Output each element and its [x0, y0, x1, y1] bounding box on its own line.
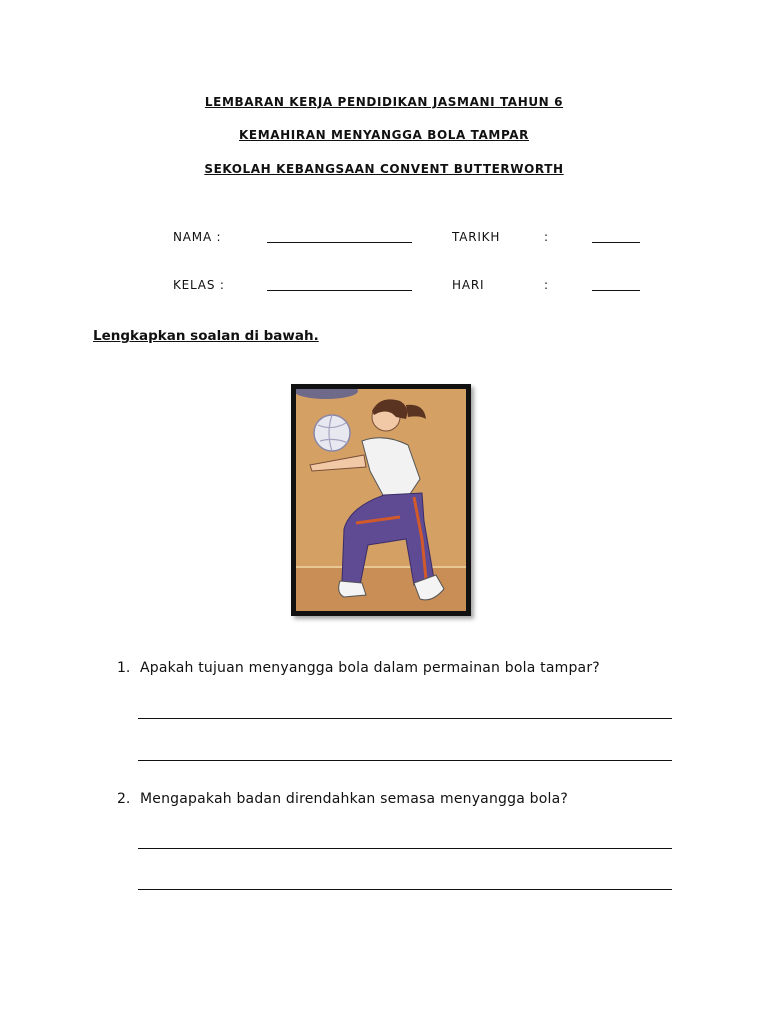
question-1-text: Apakah tujuan menyangga bola dalam permainan bola tampar?: [140, 660, 600, 676]
nama-field[interactable]: [267, 242, 412, 243]
worksheet-title: LEMBARAN KERJA PENDIDIKAN JASMANI TAHUN 6: [204, 95, 564, 109]
hari-label: HARI: [452, 278, 485, 292]
tarikh-field[interactable]: [592, 242, 640, 243]
answer-line-1b[interactable]: [138, 760, 672, 761]
hari-colon: :: [544, 278, 549, 292]
answer-line-2b[interactable]: [138, 889, 672, 890]
question-1-number: 1.: [117, 660, 131, 676]
answer-line-1a[interactable]: [138, 718, 672, 719]
answer-line-2a[interactable]: [138, 848, 672, 849]
kelas-label: KELAS :: [173, 278, 225, 292]
question-2-text: Mengapakah badan direndahkan semasa menyangga bola?: [140, 791, 568, 807]
tarikh-colon: :: [544, 230, 549, 244]
volleyball-player-figure: [296, 389, 466, 611]
worksheet-subtitle: KEMAHIRAN MENYANGGA BOLA TAMPAR: [239, 128, 529, 142]
question-2-number: 2.: [117, 791, 131, 807]
volleyball-icon: [314, 415, 350, 451]
school-name: SEKOLAH KEBANGSAAN CONVENT BUTTERWORTH: [204, 162, 564, 176]
hari-field[interactable]: [592, 290, 640, 291]
kelas-field[interactable]: [267, 290, 412, 291]
volleyball-illustration: [291, 384, 471, 616]
instruction: Lengkapkan soalan di bawah.: [93, 328, 319, 344]
nama-label: NAMA :: [173, 230, 222, 244]
tarikh-label: TARIKH: [452, 230, 501, 244]
